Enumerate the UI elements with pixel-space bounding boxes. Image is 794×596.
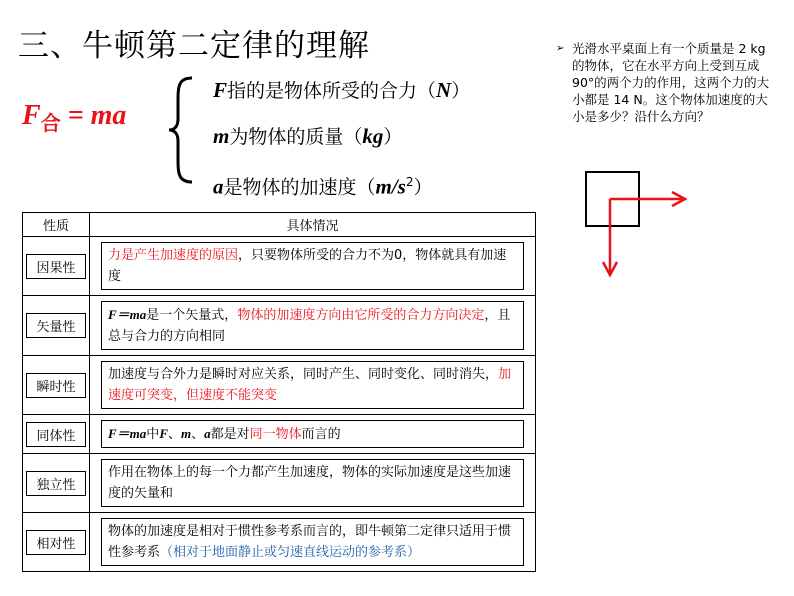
property-name-label: 瞬时性: [26, 373, 86, 398]
formula: [22, 100, 127, 135]
property-detail-text: [101, 518, 524, 566]
detail-segment: 作用在物体上的每一个力都产生加速度，物体的实际加速度是这些加速度的矢量和: [108, 465, 512, 501]
table-row: [23, 454, 536, 513]
detail-segment: 是一个矢量式，: [146, 308, 238, 323]
formula-subscript: 合: [40, 111, 61, 135]
detail-segment: 同一物体: [249, 427, 302, 442]
property-detail: [90, 415, 536, 454]
property-name-label: 相对性: [26, 530, 86, 555]
problem-text: 光滑水平桌面上有一个质量是 2 kg 的物体，它在水平方向上受到互成 90°的两个力的作用，这两个力的大小都是 14 N。这个物体加速度的大小是多少？沿什么方向？: [572, 41, 770, 124]
property-name: [23, 415, 90, 454]
detail-segment: （相对于地面静止或匀速直线运动的参考系）: [160, 545, 421, 560]
definition-f: F指的是物体所受的合力（N）: [213, 78, 471, 102]
detail-segment: ，只要物体所受的合力不为0，物体就具有加速度: [108, 248, 507, 284]
detail-segment: 物体的加速度是相对于惯性参考系而言的，即牛顿第二定律只适用于惯性参考系: [108, 524, 512, 560]
properties-table: [22, 212, 536, 572]
table-row: [23, 296, 536, 356]
property-detail: [90, 513, 536, 572]
property-name-label: 因果性: [26, 254, 86, 279]
curly-brace-icon: [166, 75, 196, 185]
detail-segment: 、: [191, 427, 205, 442]
detail-segment: 、: [167, 427, 181, 442]
property-detail: [90, 356, 536, 415]
detail-segment: 都是对: [210, 427, 250, 442]
detail-segment: ，且总与合力的方向相同: [108, 308, 511, 344]
property-detail-text: [101, 301, 524, 350]
header-details: 具体情况: [90, 213, 536, 237]
definition-a: a是物体的加速度$(m/s^2)$: [213, 174, 433, 199]
detail-segment: 加速度可突变，但速度不能突变: [108, 367, 512, 403]
header-property: 性质: [23, 213, 90, 237]
property-name: [23, 454, 90, 513]
table-row: [23, 513, 536, 572]
detail-segment: 加速度与合外力是瞬时对应关系，同时产生、同时变化、同时消失，: [108, 367, 499, 382]
property-detail-text: [101, 242, 524, 290]
property-detail: [90, 237, 536, 296]
page-title: 三、牛顿第二定律的理解: [18, 28, 370, 64]
property-detail-text: [101, 361, 524, 409]
table-header-row: [23, 213, 536, 237]
table-row: [23, 356, 536, 415]
property-name-label: 同体性: [26, 422, 86, 447]
detail-segment: 力是产生加速度的原因: [108, 248, 239, 263]
property-name-label: 矢量性: [26, 313, 86, 338]
property-detail: [90, 454, 536, 513]
property-name: [23, 356, 90, 415]
detail-segment: F＝ma: [108, 426, 147, 441]
detail-segment: 中: [146, 427, 160, 442]
table-row: [23, 415, 536, 454]
detail-segment: F＝ma: [108, 307, 147, 322]
formula-rhs: = ma: [67, 100, 127, 131]
formula-definitions: [213, 68, 470, 210]
detail-segment: 物体的加速度方向由它所受的合力方向决定: [237, 308, 485, 323]
property-name-label: 独立性: [26, 471, 86, 496]
bullet-arrow-icon: ➢: [556, 43, 565, 54]
property-detail-text: [101, 459, 524, 507]
property-name: [23, 237, 90, 296]
property-name: [23, 513, 90, 572]
detail-segment: m: [181, 426, 192, 441]
detail-segment: a: [204, 426, 211, 441]
property-name: [23, 296, 90, 356]
definition-m: m为物体的质量（kg）: [213, 124, 403, 148]
property-detail: [90, 296, 536, 356]
detail-segment: F: [159, 426, 168, 441]
table-row: [23, 237, 536, 296]
force-diagram: [580, 168, 700, 283]
detail-segment: 而言的: [301, 427, 341, 442]
problem-statement: [556, 40, 774, 125]
property-detail-text: [101, 420, 524, 448]
formula-lhs: F: [22, 100, 41, 131]
